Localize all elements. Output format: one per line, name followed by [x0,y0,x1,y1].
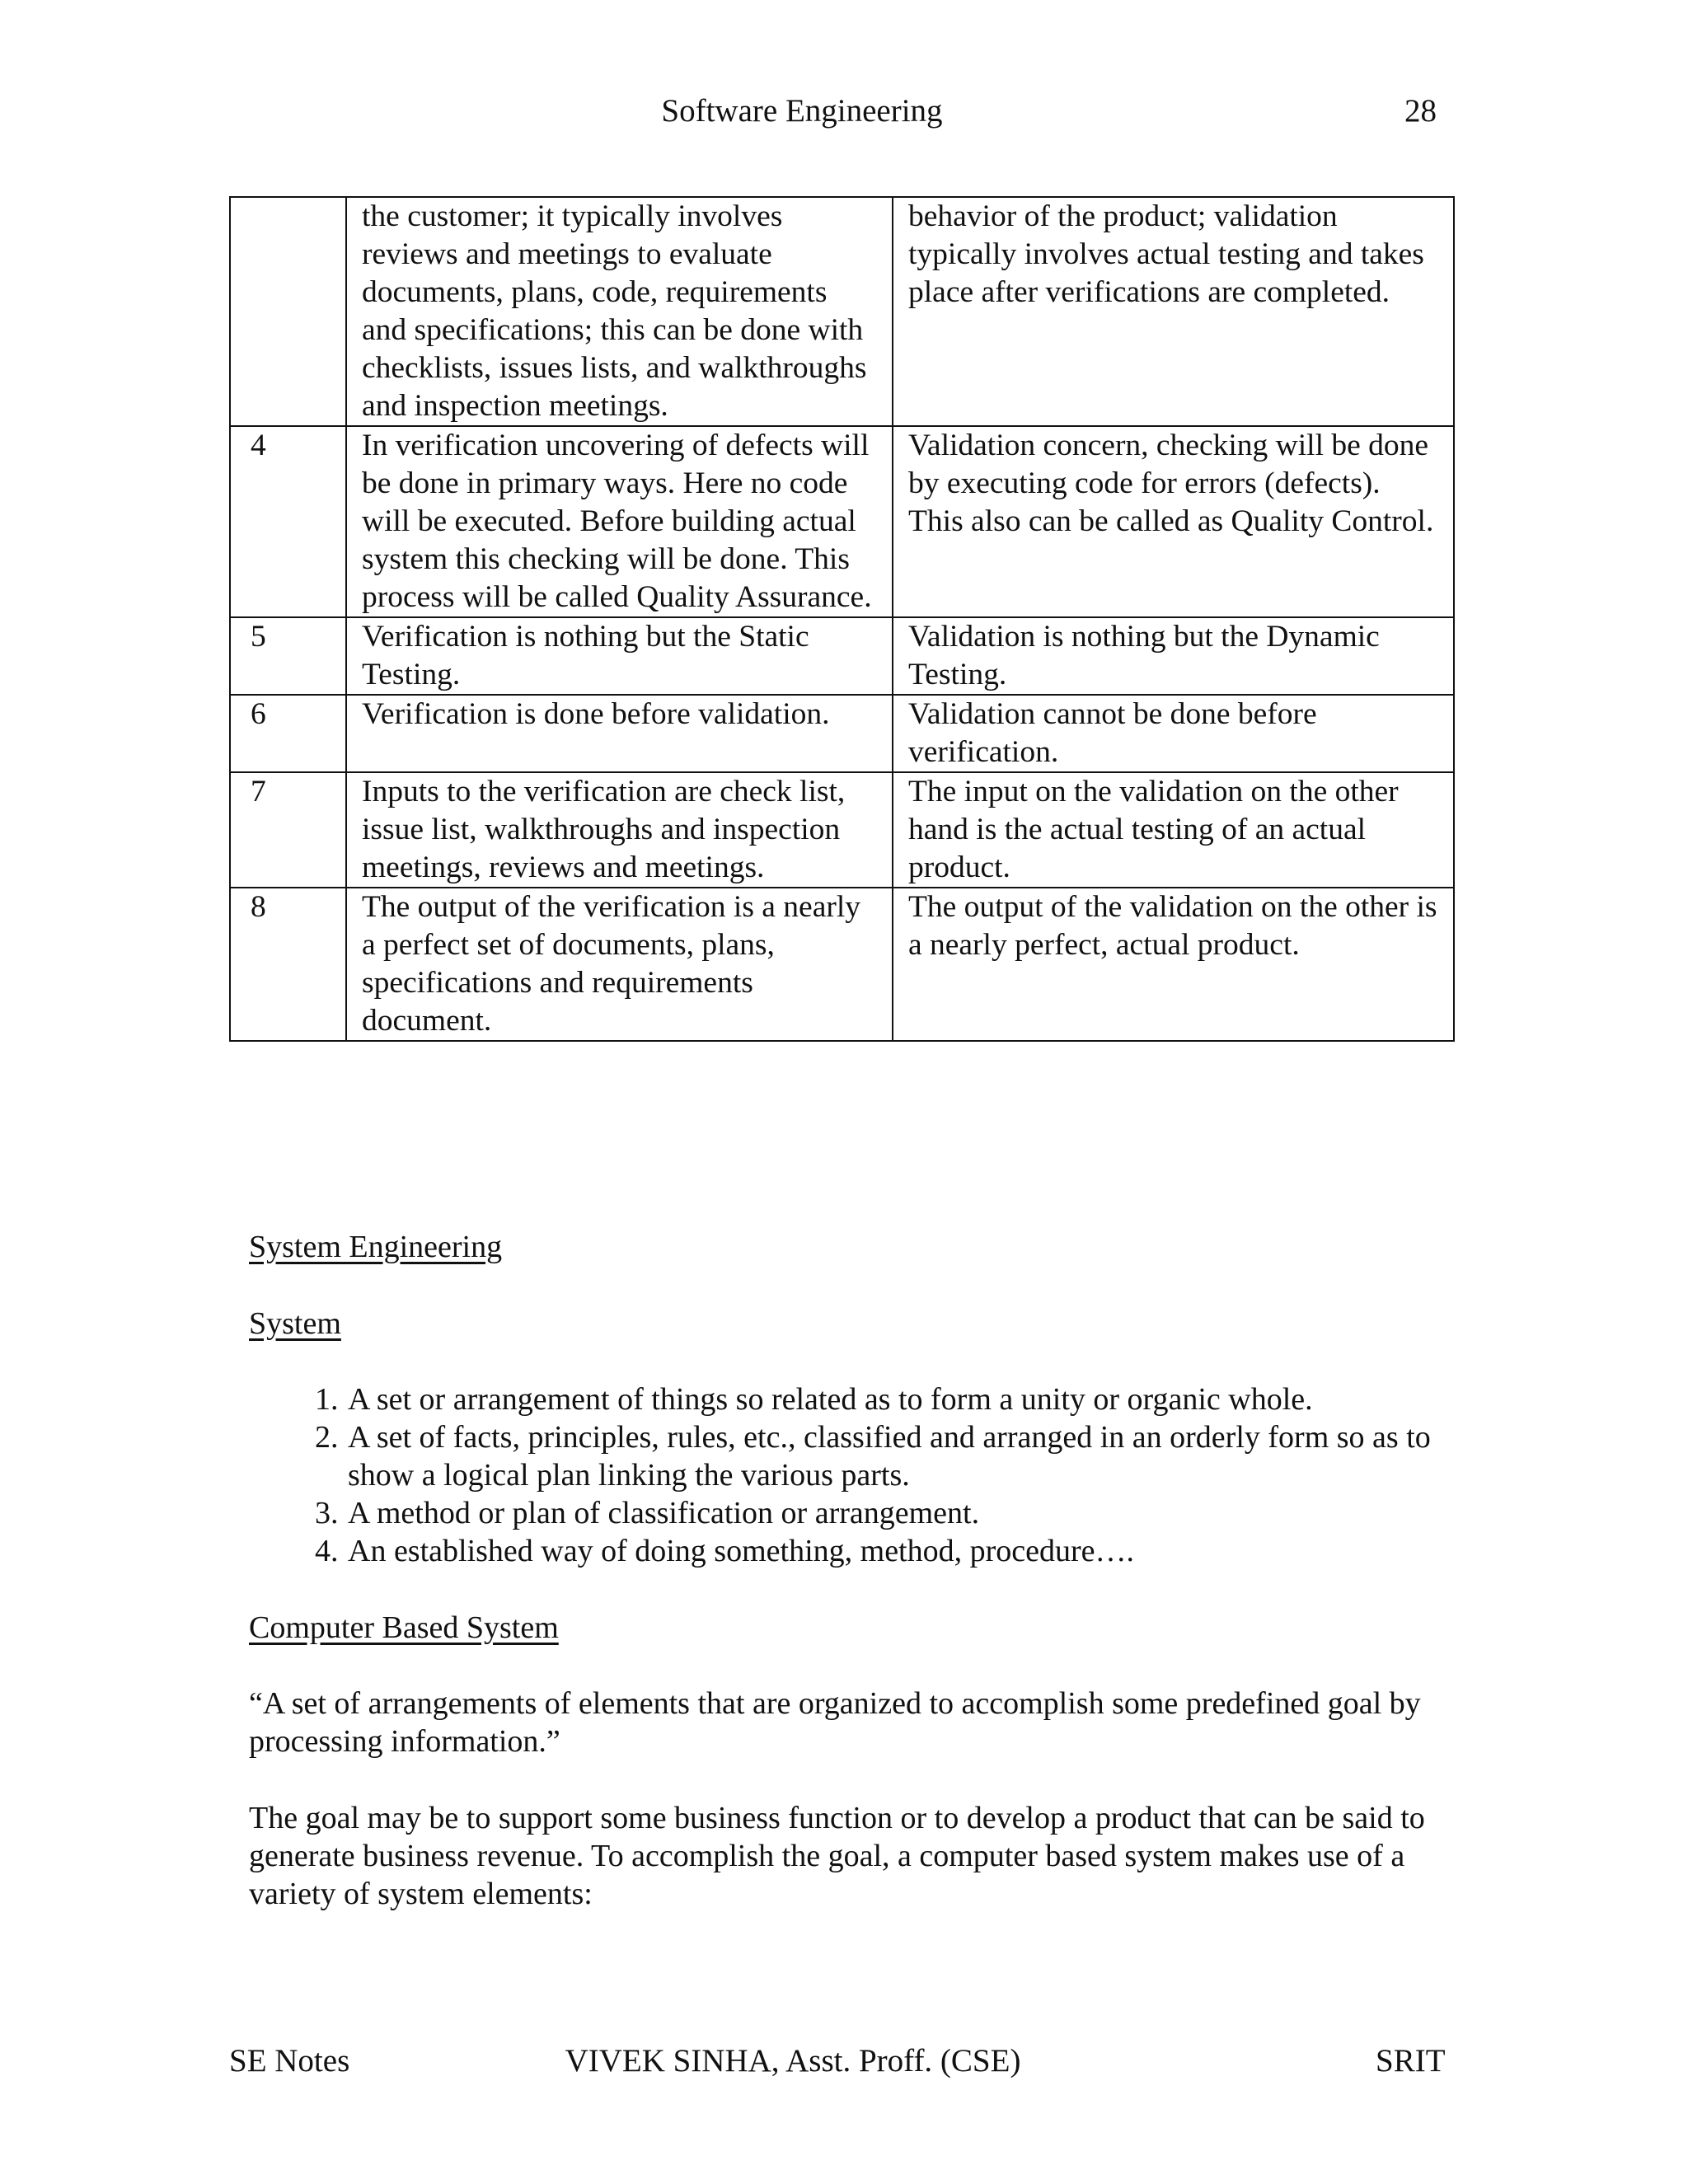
system-definitions-list [249,1380,1436,1570]
verification-cell: Verification is nothing but the Static Testing. [346,617,893,695]
page-number: 28 [1404,93,1437,129]
row-number: 8 [230,888,346,1041]
verification-cell: the customer; it typically involves reviews and meetings to evaluate documents, plans, code, requirements and specifications; this can be done with checklists, issues lists, and walkthroughs and inspection meetings. [346,197,893,426]
list-item: 3. A method or plan of classification or arrangement. [346,1494,1436,1532]
system-engineering-heading: System Engineering [249,1230,503,1264]
body-paragraph: The goal may be to support some business function or to develop a product that can be said to generate business revenue. To accomplish the goal, a computer based system makes use of a variety of system elements: [249,1801,1425,1911]
validation-cell: Validation cannot be done before verification. [893,695,1454,772]
list-item: 4. An established way of doing something, method, procedure…. [346,1532,1436,1570]
table-row [230,197,1454,426]
footer-right-text: SRIT [1376,2043,1446,2079]
validation-cell: The input on the validation on the other hand is the actual testing of an actual product. [893,772,1454,888]
table-row [230,617,1454,695]
row-number: 6 [230,695,346,772]
computer-based-system-heading: Computer Based System [249,1610,559,1645]
definition-quote: “A set of arrangements of elements that are organized to accomplish some predefined goal by processing information.” [249,1686,1421,1759]
row-number: 4 [230,426,346,617]
validation-cell: Validation concern, checking will be done by executing code for errors (defects). This also can be called as Quality Control. [893,426,1454,617]
table-row [230,426,1454,617]
table-row [230,772,1454,888]
row-number: 5 [230,617,346,695]
system-heading: System [249,1306,341,1341]
footer-author: VIVEK SINHA, Asst. Proff. (CSE) [565,2043,1021,2079]
verification-cell: In verification uncovering of defects will be done in primary ways. Here no code will be executed. Before building actual system this checking will be done. This process will be called Quality Assurance. [346,426,893,617]
validation-cell: behavior of the product; validation typically involves actual testing and takes place after verifications are completed. [893,197,1454,426]
table-row [230,888,1454,1041]
list-item: 1. A set or arrangement of things so related as to form a unity or organic whole. [346,1380,1436,1418]
table-row [230,695,1454,772]
list-item: 2. A set of facts, principles, rules, etc., classified and arranged in an orderly form so as to show a logical plan linking the various parts. [346,1418,1436,1494]
verification-cell: Verification is done before validation. [346,695,893,772]
validation-cell: The output of the validation on the other is a nearly perfect, actual product. [893,888,1454,1041]
page-header [0,92,1688,135]
verification-cell: Inputs to the verification are check list, issue list, walkthroughs and inspection meetings, reviews and meetings. [346,772,893,888]
verification-validation-table [229,196,1455,1042]
row-number [230,197,346,426]
footer-left-text: SE Notes [229,2043,350,2079]
validation-cell: Validation is nothing but the Dynamic Testing. [893,617,1454,695]
verification-cell: The output of the verification is a nearly a perfect set of documents, plans, specifications and requirements document. [346,888,893,1041]
row-number: 7 [230,772,346,888]
page-title: Software Engineering [661,93,943,129]
